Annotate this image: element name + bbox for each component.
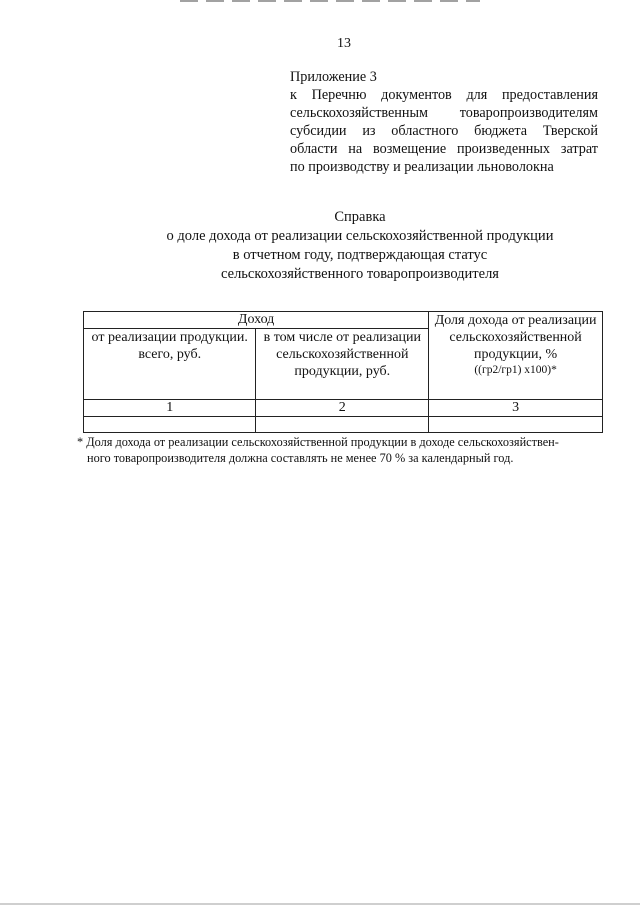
table-cell	[84, 417, 256, 433]
document-heading	[110, 208, 610, 284]
document-title: Справка	[334, 209, 386, 225]
document-subtitle-line: о доле дохода от реализации сельскохозяйственной продукции	[166, 228, 554, 244]
table-header-row	[84, 312, 603, 329]
column-number: 3	[429, 400, 603, 417]
appendix-line: субсидии из областного бюджета Тверской	[290, 123, 598, 139]
share-column-header	[429, 312, 603, 400]
appendix-line: сельскохозяйственным товаропроизводителям	[290, 105, 598, 121]
appendix-line: к Перечню документов для предоставления	[290, 87, 598, 103]
footnote-line: ного товаропроизводителя должна составлять не менее 70 % за календарный год.	[87, 451, 514, 465]
footnote	[77, 434, 602, 466]
appendix-block	[290, 68, 598, 176]
appendix-title: Приложение 3	[290, 69, 377, 85]
column-number: 1	[84, 400, 256, 417]
footnote-line: * Доля дохода от реализации сельскохозяйственной продукции в доходе сельскохозяйствен-	[77, 435, 559, 449]
column-number: 2	[256, 400, 429, 417]
share-formula: ((гр2/гр1) х100)*	[474, 364, 557, 376]
column-number-row	[84, 400, 603, 417]
appendix-line: по производству и реализации льноволокна	[290, 159, 554, 175]
table-row	[84, 417, 603, 433]
agri-income-column-header: в том числе от реализации сельскохозяйственной продукции, руб.	[256, 329, 429, 400]
scan-artifact-top	[180, 0, 480, 2]
document-subtitle-line: в отчетном году, подтверждающая статус	[232, 247, 488, 263]
document-subtitle-line: сельскохозяйственного товаропроизводителя	[221, 266, 499, 282]
table-cell	[256, 417, 429, 433]
total-income-column-header: от реализации продукции. всего, руб.	[84, 329, 256, 400]
page-number: 13	[337, 36, 351, 51]
appendix-line: области на возмещение произведенных затрат	[290, 141, 598, 157]
share-column-label: Доля дохода от реализации сельскохозяйственной продукции, %	[434, 313, 597, 362]
income-group-header: Доход	[84, 312, 429, 329]
table-cell	[429, 417, 603, 433]
income-share-table	[83, 311, 603, 433]
